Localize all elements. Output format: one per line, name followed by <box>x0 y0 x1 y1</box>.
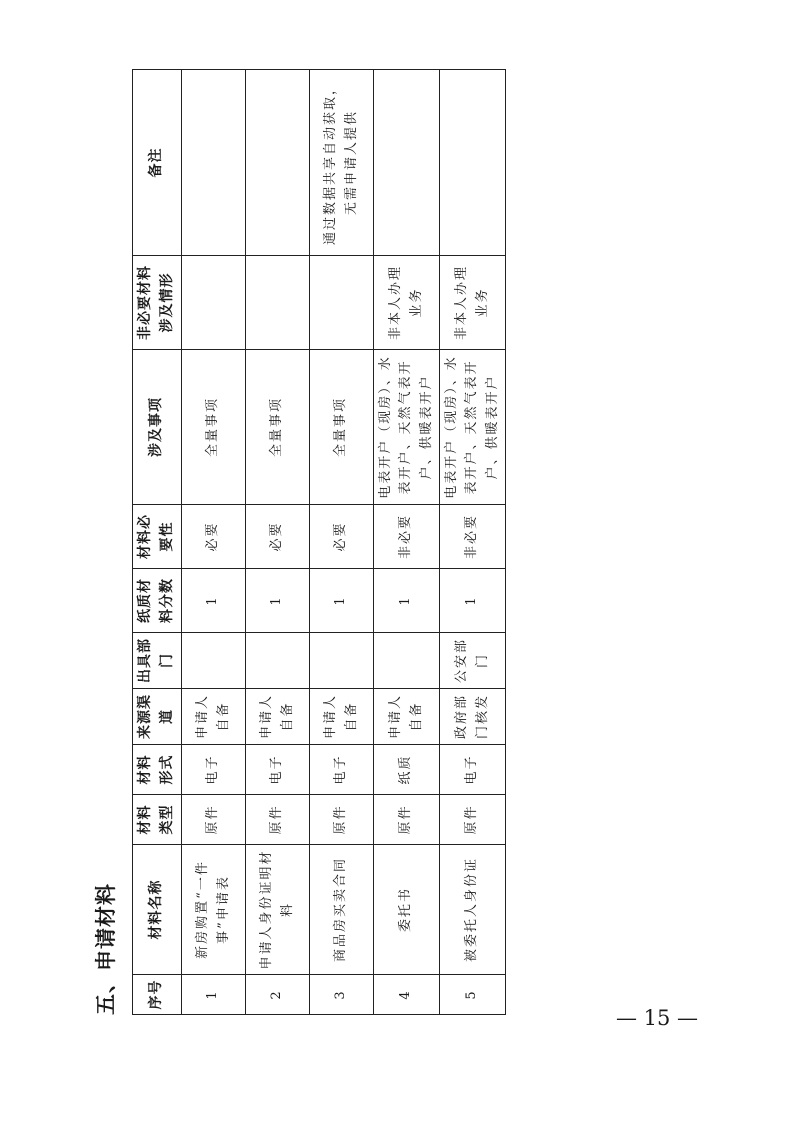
cell-dept <box>182 633 246 689</box>
cell-copies: 1 <box>440 569 506 633</box>
cell-type: 原件 <box>440 795 506 845</box>
col-header-nonessential: 非必要材料涉及情形 <box>133 256 182 350</box>
col-header-name: 材料名称 <box>133 845 182 975</box>
cell-form: 电子 <box>310 745 374 795</box>
materials-table <box>132 69 506 1015</box>
cell-note <box>374 70 440 256</box>
col-header-source: 来源渠道 <box>133 689 182 745</box>
cell-source: 申请人自备 <box>182 689 246 745</box>
cell-dept <box>374 633 440 689</box>
cell-form: 电子 <box>182 745 246 795</box>
cell-copies: 1 <box>310 569 374 633</box>
cell-source: 申请人自备 <box>310 689 374 745</box>
cell-name: 申请人身份证明材料 <box>246 845 310 975</box>
cell-name: 新房购置“一件事”申请表 <box>182 845 246 975</box>
col-header-matter: 涉及事项 <box>133 350 182 505</box>
cell-note <box>182 70 246 256</box>
cell-note <box>246 70 310 256</box>
cell-nonessential <box>246 256 310 350</box>
cell-copies: 1 <box>374 569 440 633</box>
col-header-type: 材料类型 <box>133 795 182 845</box>
cell-copies: 1 <box>182 569 246 633</box>
cell-source: 政府部门核发 <box>440 689 506 745</box>
cell-necessity: 必要 <box>246 505 310 569</box>
rotated-page-content <box>85 80 505 1035</box>
cell-copies: 1 <box>246 569 310 633</box>
col-header-copies: 纸质材料分数 <box>133 569 182 633</box>
col-header-note: 备注 <box>133 70 182 256</box>
cell-name: 委托书 <box>374 845 440 975</box>
cell-necessity: 必要 <box>182 505 246 569</box>
cell-type: 原件 <box>310 795 374 845</box>
cell-form: 电子 <box>440 745 506 795</box>
cell-dept <box>310 633 374 689</box>
table-row <box>310 70 374 1015</box>
cell-matter: 全量事项 <box>182 350 246 505</box>
cell-matter: 电表开户（现房）、水表开户、天然气表开户、供暖表开户 <box>374 350 440 505</box>
cell-matter: 全量事项 <box>246 350 310 505</box>
cell-type: 原件 <box>182 795 246 845</box>
cell-source: 申请人自备 <box>246 689 310 745</box>
cell-nonessential: 非本人办理业务 <box>374 256 440 350</box>
cell-matter: 电表开户（现房）、水表开户、天然气表开户、供暖表开户 <box>440 350 506 505</box>
cell-dept <box>246 633 310 689</box>
table-header-row <box>133 70 182 1015</box>
cell-note <box>440 70 506 256</box>
cell-no: 1 <box>182 975 246 1015</box>
cell-type: 原件 <box>246 795 310 845</box>
cell-no: 2 <box>246 975 310 1015</box>
cell-nonessential <box>182 256 246 350</box>
table-row <box>246 70 310 1015</box>
col-header-no: 序号 <box>133 975 182 1015</box>
cell-matter: 全量事项 <box>310 350 374 505</box>
col-header-necessity: 材料必要性 <box>133 505 182 569</box>
section-title: 五、申请材料 <box>94 883 118 1015</box>
cell-no: 3 <box>310 975 374 1015</box>
cell-necessity: 非必要 <box>374 505 440 569</box>
cell-no: 4 <box>374 975 440 1015</box>
col-header-form: 材料形式 <box>133 745 182 795</box>
cell-nonessential <box>310 256 374 350</box>
cell-nonessential: 非本人办理业务 <box>440 256 506 350</box>
table-row <box>182 70 246 1015</box>
cell-form: 纸质 <box>374 745 440 795</box>
page-number: — 15 — <box>615 1006 699 1030</box>
col-header-dept: 出具部门 <box>133 633 182 689</box>
cell-dept: 公安部门 <box>440 633 506 689</box>
cell-name: 商品房买卖合同 <box>310 845 374 975</box>
cell-type: 原件 <box>374 795 440 845</box>
cell-no: 5 <box>440 975 506 1015</box>
cell-form: 电子 <box>246 745 310 795</box>
table-row <box>440 70 506 1015</box>
cell-necessity: 非必要 <box>440 505 506 569</box>
cell-source: 申请人自备 <box>374 689 440 745</box>
cell-name: 被委托人身份证 <box>440 845 506 975</box>
cell-note: 通过数据共享自动获取，无需申请人提供 <box>310 70 374 256</box>
table-row <box>374 70 440 1015</box>
cell-necessity: 必要 <box>310 505 374 569</box>
